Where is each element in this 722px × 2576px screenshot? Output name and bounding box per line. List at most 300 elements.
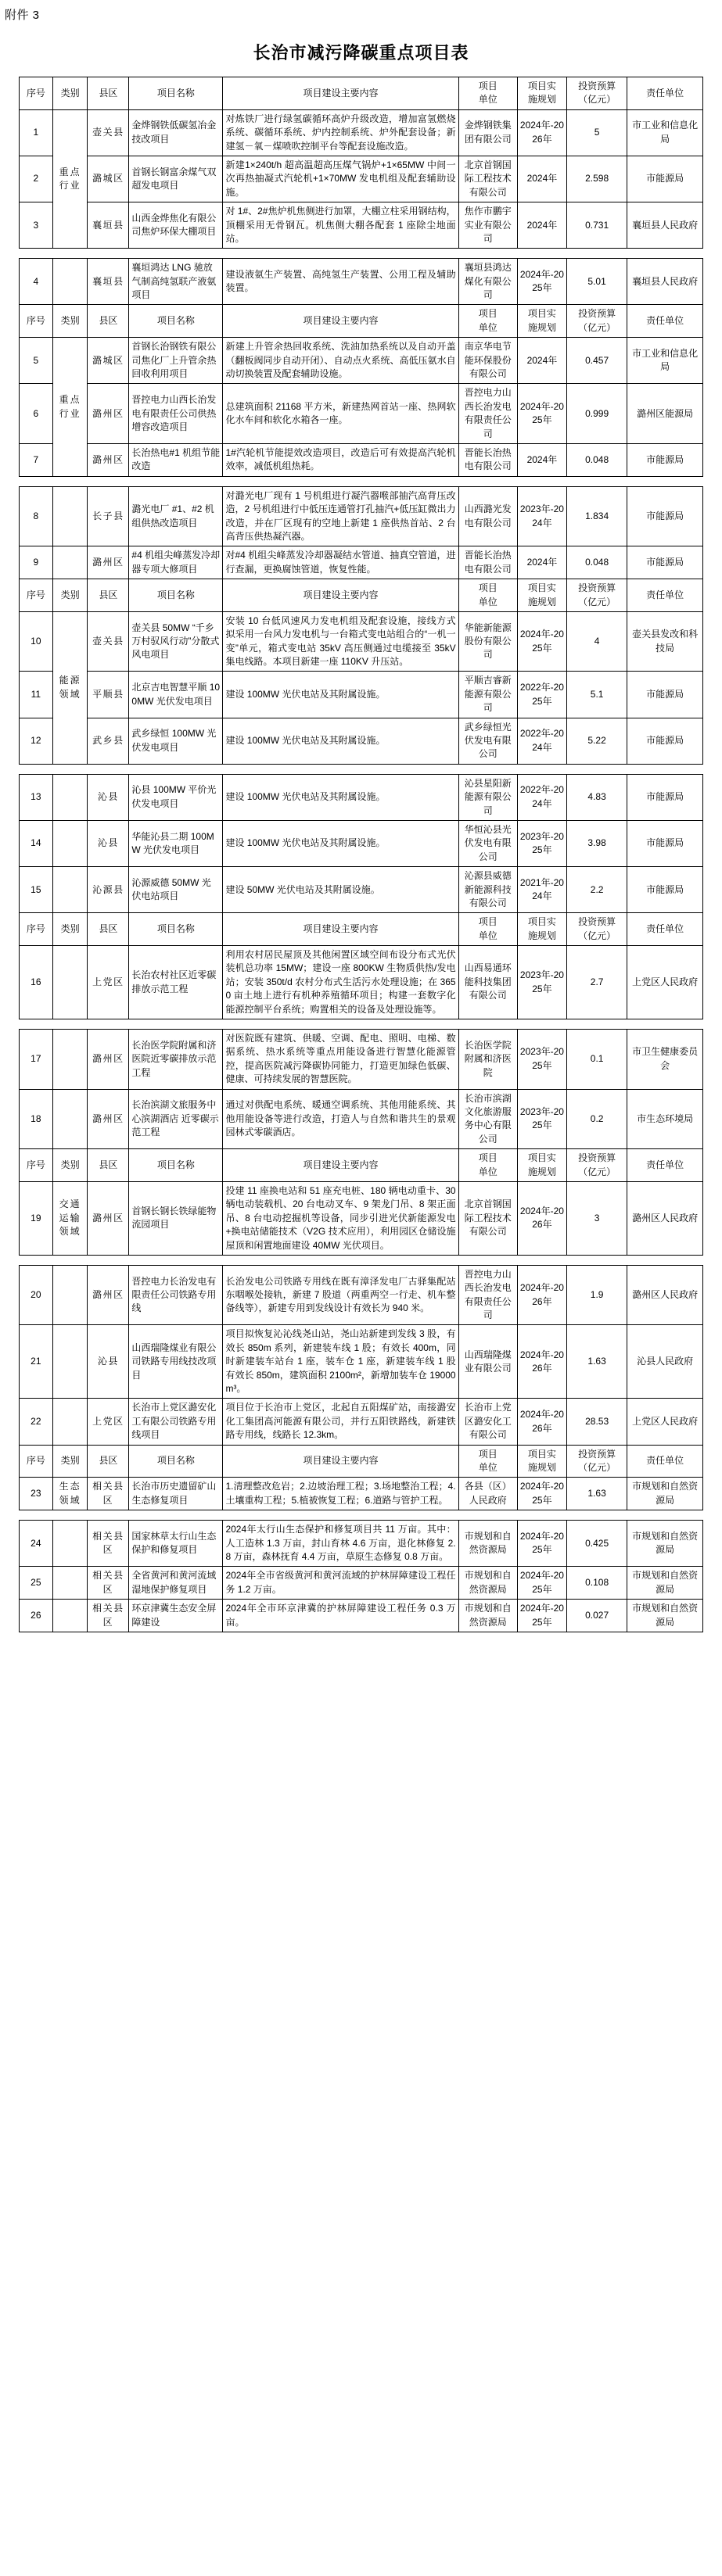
cell-no: 18 [20, 1089, 53, 1149]
cell-plan: 2024年-2025年 [517, 1567, 566, 1600]
col-content: 项目建设主要内容 [223, 305, 458, 338]
cell-responsible: 市能源局 [627, 546, 703, 579]
col-budget [566, 305, 627, 338]
col-district: 县区 [88, 1149, 129, 1182]
cell-responsible: 市能源局 [627, 672, 703, 718]
project-table-6 [19, 1265, 703, 1510]
cell-content: 通过对供配电系统、暖通空调系统、其他用能系统、其他用能设备等进行改造，打造人与自然和谐共生的景观园林式零碳酒店。 [223, 1089, 458, 1149]
cell-no: 14 [20, 820, 53, 866]
table-row [20, 1181, 703, 1255]
cell-plan: 2024年 [517, 546, 566, 579]
cell-plan: 2023年-2025年 [517, 1089, 566, 1149]
cell-district: 相关县区 [88, 1600, 129, 1632]
cell-category [52, 1089, 88, 1149]
col-plan-line1: 项目实 [527, 308, 556, 320]
cell-no: 2 [20, 156, 53, 202]
cell-unit: 金烨钢铁集团有限公司 [458, 109, 517, 156]
cell-budget: 2.7 [566, 946, 627, 1019]
cell-responsible: 市能源局 [627, 443, 703, 476]
col-plan [517, 77, 566, 110]
col-unit-line2: 单位 [478, 1166, 497, 1177]
cell-category [52, 1265, 88, 1325]
cell-project-name: 山西瑞隆煤业有限公司铁路专用线技改项目 [129, 1325, 223, 1399]
cell-plan: 2023年-2024年 [517, 486, 566, 546]
col-responsible: 责任单位 [627, 913, 703, 946]
cell-unit: 山西瑞隆煤业有限公司 [458, 1325, 517, 1399]
col-plan-line2: 施规划 [527, 596, 556, 607]
cell-unit: 焦作市鹏宇实业有限公司 [458, 202, 517, 249]
cell-category [52, 546, 88, 579]
table-segment-2 [0, 258, 722, 476]
table-row [20, 443, 703, 476]
col-unit [458, 305, 517, 338]
cell-no: 1 [20, 109, 53, 156]
cell-district: 平顺县 [88, 672, 129, 718]
cell-unit: 长治市上党区潞安化工有限公司 [458, 1399, 517, 1445]
table-row [20, 672, 703, 718]
cell-budget: 1.834 [566, 486, 627, 546]
col-unit-line1: 项目 [478, 582, 497, 594]
cell-category: 能源领域 [52, 611, 88, 764]
table-row [20, 546, 703, 579]
cell-project-name: 武乡绿恒 100MW 光伏发电项目 [129, 718, 223, 764]
table-segment-5 [0, 1029, 722, 1256]
cell-district: 沁县 [88, 1325, 129, 1399]
cell-no: 6 [20, 384, 53, 444]
table-segment-6 [0, 1265, 722, 1510]
cell-plan: 2024年 [517, 338, 566, 384]
cell-district: 上党区 [88, 1399, 129, 1445]
col-budget-line2: （亿元） [578, 1461, 616, 1473]
cell-responsible: 市工业和信息化局 [627, 109, 703, 156]
cell-plan: 2022年-2024年 [517, 718, 566, 764]
cell-budget: 3 [566, 1181, 627, 1255]
cell-responsible: 市能源局 [627, 718, 703, 764]
cell-responsible: 市能源局 [627, 867, 703, 913]
cell-plan: 2024年 [517, 156, 566, 202]
col-no: 序号 [20, 579, 53, 612]
table-row [20, 1325, 703, 1399]
col-project-name: 项目名称 [129, 579, 223, 612]
cell-district: 壶关县 [88, 611, 129, 672]
cell-no: 23 [20, 1478, 53, 1510]
col-category: 类别 [52, 1149, 88, 1182]
col-budget-line2: （亿元） [578, 94, 616, 106]
cell-content: 2024年太行山生态保护和修复项目共 11 万亩。其中：人工造林 1.3 万亩，封山育林 4.6 万亩，退化林修复 2.8 万亩，森林抚育 4.4 万亩，草原生态修复 0.8 万亩。 [223, 1521, 458, 1567]
cell-unit: 北京首钢国际工程技术有限公司 [458, 156, 517, 202]
cell-budget: 1.9 [566, 1265, 627, 1325]
cell-project-name: 华能沁县二期 100MW 光伏发电项目 [129, 820, 223, 866]
table-row [20, 1399, 703, 1445]
col-responsible: 责任单位 [627, 1149, 703, 1182]
cell-category [52, 1600, 88, 1632]
cell-district: 沁县 [88, 820, 129, 866]
cell-budget: 2.2 [566, 867, 627, 913]
cell-plan: 2024年-2025年 [517, 1600, 566, 1632]
cell-content: 建设 100MW 光伏电站及其附属设施。 [223, 672, 458, 718]
cell-no: 24 [20, 1521, 53, 1567]
cell-category [52, 946, 88, 1019]
cell-project-name: 潞光电厂 #1、#2 机组供热改造项目 [129, 486, 223, 546]
cell-category: 交通运输领域 [52, 1181, 88, 1255]
cell-responsible: 市规划和自然资源局 [627, 1600, 703, 1632]
col-unit [458, 1149, 517, 1182]
cell-responsible: 市能源局 [627, 156, 703, 202]
cell-budget: 4 [566, 611, 627, 672]
col-plan-line2: 施规划 [527, 321, 556, 333]
table-row [20, 109, 703, 156]
cell-content: 投建 11 座换电站和 51 座充电桩、180 辆电动重卡、30 辆电动装载机、20 台电动叉车、9 架龙门吊、8 架正面吊、8 台电动挖掘机等设备，同步引进光伏新能源发电+换电站储能技术（V2G 技术应用），利用园区仓储设施屋顶和闲置地面建设 40MW 光伏项目。 [223, 1181, 458, 1255]
cell-content: 对医院既有建筑、供暖、空调、配电、照明、电梯、数据系统、热水系统等重点用能设备进行智慧化能源管控，提高医院减污降碳协同能力，打造更加绿色低碳、健康、可持续发展的智慧医院。 [223, 1030, 458, 1090]
cell-content: 对潞光电厂现有 1 号机组进行凝汽器喉部抽汽高背压改造，2 号机组进行中低压连通管打孔抽汽+低压缸微出力改造，并在厂区现有的空地上新建 1 座供热首站、2 台高背压供热凝汽器。 [223, 486, 458, 546]
cell-budget: 3.98 [566, 820, 627, 866]
cell-plan: 2024年-2026年 [517, 1325, 566, 1399]
table-segment-1 [0, 77, 722, 249]
cell-project-name: 北京吉电智慧平顺 100MW 光伏发电项目 [129, 672, 223, 718]
cell-unit: 晋能长治热电有限公司 [458, 443, 517, 476]
cell-responsible: 潞州区人民政府 [627, 1265, 703, 1325]
cell-plan: 2024年-2026年 [517, 1265, 566, 1325]
cell-no: 20 [20, 1265, 53, 1325]
cell-budget: 4.83 [566, 774, 627, 820]
col-unit-line1: 项目 [478, 1152, 497, 1164]
table-row [20, 202, 703, 249]
cell-no: 3 [20, 202, 53, 249]
cell-project-name: 首钢长治钢铁有限公司焦化厂上升管余热回收利用项目 [129, 338, 223, 384]
cell-category: 生态领域 [52, 1478, 88, 1510]
cell-district: 潞州区 [88, 1030, 129, 1090]
col-budget-line1: 投资预算 [578, 916, 616, 928]
cell-no: 4 [20, 259, 53, 305]
cell-unit: 晋能长治热电有限公司 [458, 546, 517, 579]
cell-district: 潞城区 [88, 338, 129, 384]
cell-responsible: 潞州区人民政府 [627, 1181, 703, 1255]
cell-budget: 28.53 [566, 1399, 627, 1445]
cell-plan: 2021年-2024年 [517, 867, 566, 913]
table-row [20, 1521, 703, 1567]
cell-no: 12 [20, 718, 53, 764]
cell-district: 相关县区 [88, 1521, 129, 1567]
col-unit [458, 913, 517, 946]
col-no: 序号 [20, 305, 53, 338]
col-budget-line1: 投资预算 [578, 308, 616, 320]
col-project-name: 项目名称 [129, 305, 223, 338]
cell-content: 建设 100MW 光伏电站及其附属设施。 [223, 820, 458, 866]
cell-project-name: 首钢长钢长铁绿能物流园项目 [129, 1181, 223, 1255]
table-row [20, 946, 703, 1019]
cell-unit: 市规划和自然资源局 [458, 1600, 517, 1632]
col-district: 县区 [88, 913, 129, 946]
cell-no: 26 [20, 1600, 53, 1632]
cell-category [52, 1399, 88, 1445]
cell-project-name: 首钢长钢富余煤气双超发电项目 [129, 156, 223, 202]
cell-plan: 2024年-2025年 [517, 1478, 566, 1510]
cell-budget: 0.731 [566, 202, 627, 249]
cell-unit: 华能新能源股份有限公司 [458, 611, 517, 672]
table-row [20, 867, 703, 913]
project-table-7 [19, 1520, 703, 1632]
col-project-name: 项目名称 [129, 1445, 223, 1478]
cell-project-name: 国家林草太行山生态保护和修复项目 [129, 1521, 223, 1567]
table-header-row [20, 1149, 703, 1182]
cell-plan: 2022年-2024年 [517, 774, 566, 820]
col-category: 类别 [52, 1445, 88, 1478]
col-plan [517, 1445, 566, 1478]
col-no: 序号 [20, 1445, 53, 1478]
cell-project-name: 壶关县 50MW “千乡万村驭风行动”分散式风电项目 [129, 611, 223, 672]
table-row [20, 774, 703, 820]
col-plan [517, 1149, 566, 1182]
cell-unit: 山西易通环能科技集团有限公司 [458, 946, 517, 1019]
cell-district: 潞州区 [88, 546, 129, 579]
col-unit [458, 77, 517, 110]
table-row [20, 156, 703, 202]
cell-unit: 沁县星阳新能源有限公司 [458, 774, 517, 820]
cell-budget: 5.22 [566, 718, 627, 764]
cell-responsible: 市能源局 [627, 820, 703, 866]
cell-unit: 山西潞光发电有限公司 [458, 486, 517, 546]
cell-no: 15 [20, 867, 53, 913]
col-unit-line2: 单位 [478, 930, 497, 941]
cell-content: 对炼铁厂进行绿氢碳循环高炉升级改造，增加富氢燃烧系统、碳循环系统、炉内控制系统、炉外配套设备；新建氢－氧－煤喷吹控制平台等配套设施改造。 [223, 109, 458, 156]
table-header-row [20, 913, 703, 946]
cell-project-name: 长治滨湖文旅服务中心滨湖酒店 近零碳示范工程 [129, 1089, 223, 1149]
cell-district: 潞州区 [88, 1089, 129, 1149]
col-category: 类别 [52, 305, 88, 338]
cell-responsible: 市规划和自然资源局 [627, 1567, 703, 1600]
cell-plan: 2024年-2026年 [517, 109, 566, 156]
cell-district: 襄垣县 [88, 259, 129, 305]
cell-unit: 襄垣县鸿达煤化有限公司 [458, 259, 517, 305]
cell-district: 上党区 [88, 946, 129, 1019]
cell-project-name: 襄垣鸿达 LNG 驰放气制高纯氢联产液氨项目 [129, 259, 223, 305]
cell-unit: 长治市滨湖文化旅游服务中心有限公司 [458, 1089, 517, 1149]
cell-no: 25 [20, 1567, 53, 1600]
col-content: 项目建设主要内容 [223, 579, 458, 612]
col-budget-line2: （亿元） [578, 1166, 616, 1177]
col-plan-line2: 施规划 [527, 1461, 556, 1473]
cell-content: 对 1#、2#焦炉机焦侧进行加罩，大棚立柱采用钢结构，顶棚采用无骨钢瓦。机焦侧大棚各配套 1 座除尘地面站。 [223, 202, 458, 249]
col-content: 项目建设主要内容 [223, 913, 458, 946]
table-header-row [20, 579, 703, 612]
col-content: 项目建设主要内容 [223, 1445, 458, 1478]
cell-no: 16 [20, 946, 53, 1019]
col-district: 县区 [88, 305, 129, 338]
cell-content: 建设 50MW 光伏电站及其附属设施。 [223, 867, 458, 913]
col-plan-line1: 项目实 [527, 81, 556, 91]
cell-plan: 2024年-2026年 [517, 1399, 566, 1445]
cell-project-name: 金烨钢铁低碳氢冶金技改项目 [129, 109, 223, 156]
table-row [20, 1478, 703, 1510]
cell-responsible: 市卫生健康委员会 [627, 1030, 703, 1090]
col-plan-line1: 项目实 [527, 1448, 556, 1460]
cell-plan: 2024年-2025年 [517, 1521, 566, 1567]
cell-no: 9 [20, 546, 53, 579]
table-row [20, 1265, 703, 1325]
cell-district: 潞州区 [88, 443, 129, 476]
col-unit-line1: 项目 [478, 81, 497, 91]
col-district: 县区 [88, 1445, 129, 1478]
cell-project-name: 长治市上党区潞安化工有限公司铁路专用线项目 [129, 1399, 223, 1445]
col-budget [566, 913, 627, 946]
cell-content: 建设 100MW 光伏电站及其附属设施。 [223, 774, 458, 820]
cell-district: 沁县 [88, 774, 129, 820]
cell-budget: 0.048 [566, 546, 627, 579]
cell-content: 利用农村居民屋顶及其他闲置区域空间布设分布式光伏装机总功率 15MW；建设一座 800KW 生物质供热/发电站；安装 350t/d 农村分布式生活污水处理设施；在 3650 亩土地上进行有机种养殖循环项目；构建一套数字化能源控制平台系统；购置相关的设备及处理设施等。 [223, 946, 458, 1019]
cell-plan: 2024年-2025年 [517, 259, 566, 305]
cell-project-name: 沁源威德 50MW 光伏电站项目 [129, 867, 223, 913]
col-no: 序号 [20, 1149, 53, 1182]
cell-category [52, 1325, 88, 1399]
cell-district: 襄垣县 [88, 202, 129, 249]
table-row [20, 1089, 703, 1149]
cell-plan: 2024年-2026年 [517, 1181, 566, 1255]
col-unit-line1: 项目 [478, 916, 497, 928]
cell-no: 11 [20, 672, 53, 718]
cell-no: 8 [20, 486, 53, 546]
cell-responsible: 市规划和自然资源局 [627, 1478, 703, 1510]
cell-budget: 5.01 [566, 259, 627, 305]
col-budget-line1: 投资预算 [578, 1448, 616, 1460]
cell-project-name: 长治市历史遗留矿山生态修复项目 [129, 1478, 223, 1510]
cell-budget: 0.027 [566, 1600, 627, 1632]
cell-unit: 北京首钢国际工程技术有限公司 [458, 1181, 517, 1255]
table-segment-4 [0, 774, 722, 1019]
cell-responsible: 上党区人民政府 [627, 1399, 703, 1445]
cell-unit: 晋控电力山西长治发电有限责任公司 [458, 1265, 517, 1325]
cell-unit: 华恒沁县光伏发电有限公司 [458, 820, 517, 866]
cell-district: 相关县区 [88, 1478, 129, 1510]
col-no: 序号 [20, 913, 53, 946]
cell-project-name: 沁县 100MW 平价光伏发电项目 [129, 774, 223, 820]
cell-plan: 2023年-2025年 [517, 946, 566, 1019]
cell-district: 沁源县 [88, 867, 129, 913]
cell-responsible: 襄垣县人民政府 [627, 259, 703, 305]
col-content: 项目建设主要内容 [223, 1149, 458, 1182]
page-title: 长治市减污降碳重点项目表 [253, 43, 469, 63]
cell-budget: 5.1 [566, 672, 627, 718]
col-district: 县区 [88, 77, 129, 110]
cell-content: 建设 100MW 光伏电站及其附属设施。 [223, 718, 458, 764]
project-table-1 [19, 77, 703, 249]
cell-project-name: 长治医学院附属和济医院近零碳排放示范工程 [129, 1030, 223, 1090]
cell-content: 1#汽轮机节能提效改造项目，改造后可有效提高汽轮机效率，减低机组热耗。 [223, 443, 458, 476]
col-budget-line2: （亿元） [578, 596, 616, 607]
cell-unit: 武乡绿恒光伏发电有限公司 [458, 718, 517, 764]
cell-plan: 2023年-2025年 [517, 1030, 566, 1090]
cell-category [52, 1567, 88, 1600]
table-row [20, 820, 703, 866]
cell-content: 安装 10 台低风速风力发电机组及配套设施，接线方式拟采用一台风力发电机与一台箱式变电站组合的“一机一变”单元，箱式变电站 35kV 高压侧通过电缆接至 35kV 集电线路。本项目新建一座 110KV 升压站。 [223, 611, 458, 672]
cell-plan: 2024年-2025年 [517, 384, 566, 444]
project-table-3 [19, 486, 703, 765]
cell-no: 19 [20, 1181, 53, 1255]
cell-project-name: 山西金烨焦化有限公司焦炉环保大棚项目 [129, 202, 223, 249]
cell-content: 新建上升管余热回收系统、洗油加热系统以及自动开盖（翻板阀同步自动开闭）、自动点火系统、高低压氨水自动切换装置及配套辅助设施。 [223, 338, 458, 384]
cell-unit: 市规划和自然资源局 [458, 1521, 517, 1567]
cell-budget: 2.598 [566, 156, 627, 202]
table-row [20, 338, 703, 384]
cell-unit: 长治医学院附属和济医院 [458, 1030, 517, 1090]
table-row [20, 1030, 703, 1090]
cell-project-name: 长治农村社区近零碳排放示范工程 [129, 946, 223, 1019]
col-category: 类别 [52, 579, 88, 612]
col-unit [458, 1445, 517, 1478]
col-plan-line1: 项目实 [527, 582, 556, 594]
cell-unit: 市规划和自然资源局 [458, 1567, 517, 1600]
cell-budget: 0.2 [566, 1089, 627, 1149]
col-category: 类别 [52, 913, 88, 946]
col-budget-line1: 投资预算 [578, 81, 616, 91]
cell-no: 22 [20, 1399, 53, 1445]
col-content: 项目建设主要内容 [223, 77, 458, 110]
cell-project-name: 晋控电力长治发电有限责任公司铁路专用线 [129, 1265, 223, 1325]
cell-unit: 南京华电节能环保股份有限公司 [458, 338, 517, 384]
col-plan [517, 305, 566, 338]
col-plan [517, 579, 566, 612]
table-row [20, 1567, 703, 1600]
cell-budget: 5 [566, 109, 627, 156]
cell-content: 1.清理整改危岩；2.边坡治理工程；3.场地整治工程；4.土壤重构工程；5.植被恢复工程；6.道路与管护工程。 [223, 1478, 458, 1510]
table-header-row [20, 1445, 703, 1478]
cell-district: 潞州区 [88, 384, 129, 444]
col-unit-line2: 单位 [478, 94, 497, 106]
table-row [20, 384, 703, 444]
cell-no: 7 [20, 443, 53, 476]
table-row [20, 486, 703, 546]
cell-responsible: 上党区人民政府 [627, 946, 703, 1019]
col-project-name: 项目名称 [129, 77, 223, 110]
col-district: 县区 [88, 579, 129, 612]
cell-unit: 平顺吉睿新能源有限公司 [458, 672, 517, 718]
cell-responsible: 襄垣县人民政府 [627, 202, 703, 249]
cell-budget: 0.425 [566, 1521, 627, 1567]
cell-category [52, 820, 88, 866]
cell-content: 2024年全市环京津冀的护林屏障建设工程任务 0.3 万亩。 [223, 1600, 458, 1632]
project-table-2 [19, 258, 703, 476]
col-responsible: 责任单位 [627, 305, 703, 338]
col-unit-line1: 项目 [478, 308, 497, 320]
col-plan [517, 913, 566, 946]
project-table-4 [19, 774, 703, 1019]
col-responsible: 责任单位 [627, 1445, 703, 1478]
col-plan-line1: 项目实 [527, 1152, 556, 1164]
cell-content: 项目拟恢复沁沁线尧山站，尧山站新建到发线 3 股，有效长 850m 系列，新建装车线 1 股；有效长 400m，同时新建装车站台 1 座，装车仓 1 座，新建装车线 1 股 有效长 850m，建筑面积 2100m²，新增加装车仓 19000m³。 [223, 1325, 458, 1399]
col-plan-line2: 施规划 [527, 1166, 556, 1177]
attachment-label: 附件 3 [5, 9, 40, 22]
cell-plan: 2023年-2025年 [517, 820, 566, 866]
cell-responsible: 潞州区能源局 [627, 384, 703, 444]
col-unit-line2: 单位 [478, 1461, 497, 1473]
col-unit-line2: 单位 [478, 321, 497, 333]
cell-category [52, 259, 88, 305]
cell-no: 13 [20, 774, 53, 820]
cell-category [52, 486, 88, 546]
cell-no: 10 [20, 611, 53, 672]
cell-no: 21 [20, 1325, 53, 1399]
cell-budget: 0.108 [566, 1567, 627, 1600]
cell-category [52, 1521, 88, 1567]
cell-project-name: 长治热电#1 机组节能改造 [129, 443, 223, 476]
col-category: 类别 [52, 77, 88, 110]
col-unit-line1: 项目 [478, 1448, 497, 1460]
cell-budget: 0.1 [566, 1030, 627, 1090]
cell-category: 重点行业 [52, 109, 88, 249]
cell-district: 潞州区 [88, 1265, 129, 1325]
col-responsible: 责任单位 [627, 77, 703, 110]
table-row [20, 1600, 703, 1632]
col-budget-line2: （亿元） [578, 930, 616, 941]
